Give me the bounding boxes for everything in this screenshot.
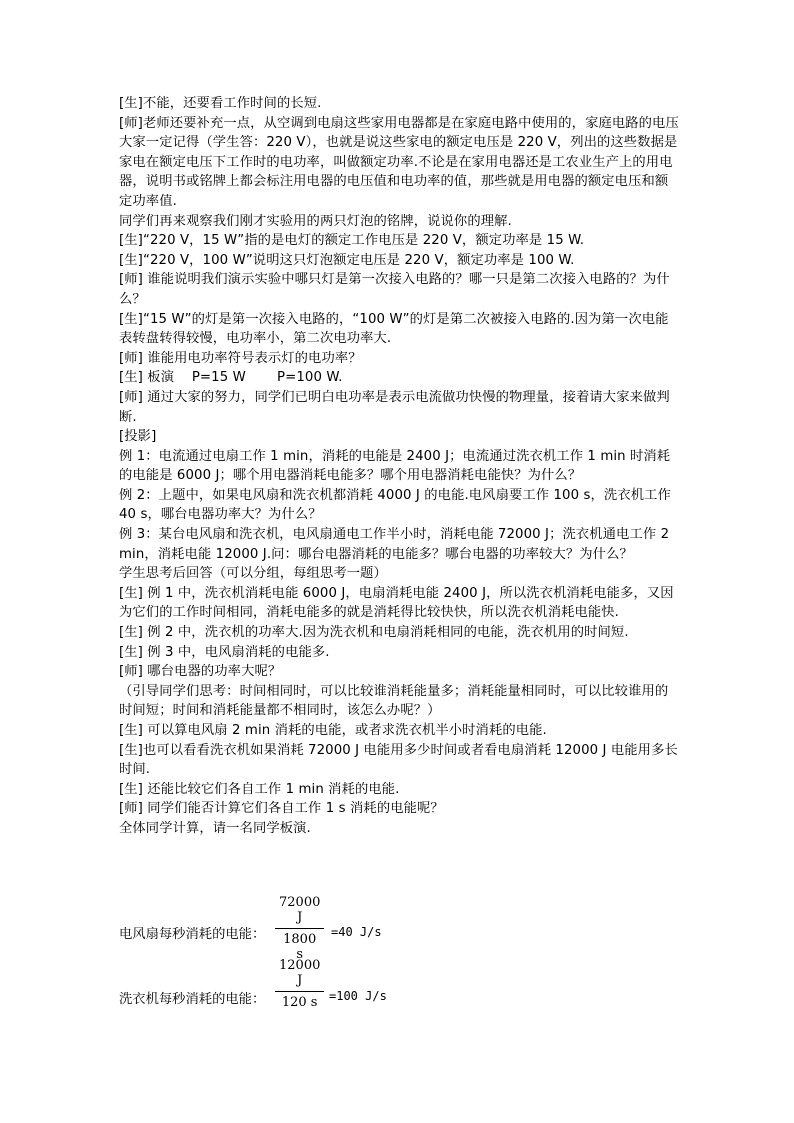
text-line: [生]“220 V，15 W”指的是电灯的额定工作电压是 220 V，额定功率是 15 W.: [119, 233, 585, 249]
fraction-denominator: 120 s: [281, 995, 318, 1010]
fraction: [275, 958, 324, 1010]
text-line: [生]不能，还要看工作时间的长短.: [119, 96, 322, 111]
formula-result: =100 J/s: [329, 989, 387, 1003]
text-line: 例 3：某台电风扇和洗衣机，电风扇通电工作半小时，消耗电能 72000 J；洗衣机通电工作 2 min，消耗电能 12000 J.问：哪台电器消耗的电能多？哪台电器的功率较大？为什么？: [119, 527, 670, 562]
text-line: [生] 板演 P=15 W P=100 W.: [119, 370, 343, 386]
fraction: [275, 895, 324, 962]
text-line: [生] 例 3 中，电风扇消耗的电能多.: [119, 644, 330, 660]
text-line: [师] 谁能说明我们演示实验中哪只灯是第一次接入电路的？哪一只是第二次接入电路的？为什么？: [119, 272, 670, 307]
text-line: [生] 例 1 中，洗衣机消耗电能 6000 J，电扇消耗电能 2400 J，所以洗衣机消耗电能多，又因为它们的工作时间相同，消耗电能多的就是消耗得比较快快，所以洗衣机消耗电能快.: [119, 585, 674, 621]
text-line: 例 2：上题中，如果电风扇和洗衣机都消耗 4000 J 的电能.电风扇要工作 100 s，洗衣机工作 40 s，哪台电器功率大？为什么？: [119, 487, 671, 523]
text-line: [生]“15 W”的灯是第一次接入电路的，“100 W”的灯是第二次被接入电路的.因为第一次电能表转盘转得较慢，电功率小，第二次电功率大.: [119, 311, 669, 347]
text-line: 学生思考后回答（可以分组，每组思考一题）: [119, 566, 387, 582]
formula-label: 洗衣机每秒消耗的电能：: [119, 992, 266, 1007]
text-line: [师] 哪台电器的功率大呢？: [119, 664, 282, 680]
text-line: [师] 同学们能否计算它们各自工作 1 s 消耗的电能呢？: [119, 801, 444, 817]
text-line: 全体同学计算，请一名同学板演.: [119, 820, 311, 836]
fraction-denominator: 1800 s: [283, 932, 317, 962]
text-line: [投影]: [119, 429, 157, 445]
text-line: 同学们再来观察我们刚才实验用的两只灯泡的铭牌，说说你的理解.: [119, 213, 512, 229]
text-line: [生] 可以算电风扇 2 min 消耗的电能，或者求洗衣机半小时消耗的电能.: [119, 723, 547, 738]
text-line: [生]“220 V，100 W”说明这只灯泡额定电压是 220 V，额定功率是 100 W.: [119, 252, 575, 268]
lesson-text: [119, 94, 679, 839]
fraction-numerator: 72000 J: [275, 895, 324, 929]
text-line: [生] 还能比较它们各自工作 1 min 消耗的电能.: [119, 781, 400, 797]
text-line: （引导同学们思考：时间相同时，可以比较谁消耗能量多；消耗能量相同时，可以比较谁用的时间短；时间和消耗能量都不相同时，该怎么办呢？）: [119, 683, 669, 719]
formula-label: 电风扇每秒消耗的电能：: [119, 927, 266, 942]
text-line: [生] 例 2 中，洗衣机的功率大.因为洗衣机和电扇消耗相同的电能，洗衣机用的时间短.: [119, 625, 629, 641]
fraction-numerator: 12000 J: [275, 958, 324, 992]
text-line: [师] 谁能用电功率符号表示灯的电功率？: [119, 350, 362, 366]
text-line: [生]也可以看看洗衣机如果消耗 72000 J 电能用多少时间或者看电扇消耗 12000 J 电能用多长时间.: [119, 742, 678, 778]
formula-result: =40 J/s: [331, 925, 382, 939]
text-line: [师] 通过大家的努力，同学们已明白电功率是表示电流做功快慢的物理量，接着请大家来做判断.: [119, 389, 670, 425]
text-line: 例 1：电流通过电扇工作 1 min，消耗的电能是 2400 J；电流通过洗衣机工作 1 min 时消耗的电能是 6000 J；哪个用电器消耗电能多？哪个用电器消耗电能快？为什么？: [119, 448, 671, 484]
text-line: [师]老师还要补充一点，从空调到电扇这些家用电器都是在家庭电路中使用的，家庭电路的电压大家一定记得（学生答：220 V），也就是说这些家电的额定电压是 220 V，列出的这些数据是家电在额定电压下工作时的电功率，叫做额定功率.不论是在家用电器还是工农业生产上的用电器，说明书或铭牌上都会标注用电器的电压值和电功率的值，那些就是用电器的额定电压和额定功率值.: [119, 115, 679, 209]
